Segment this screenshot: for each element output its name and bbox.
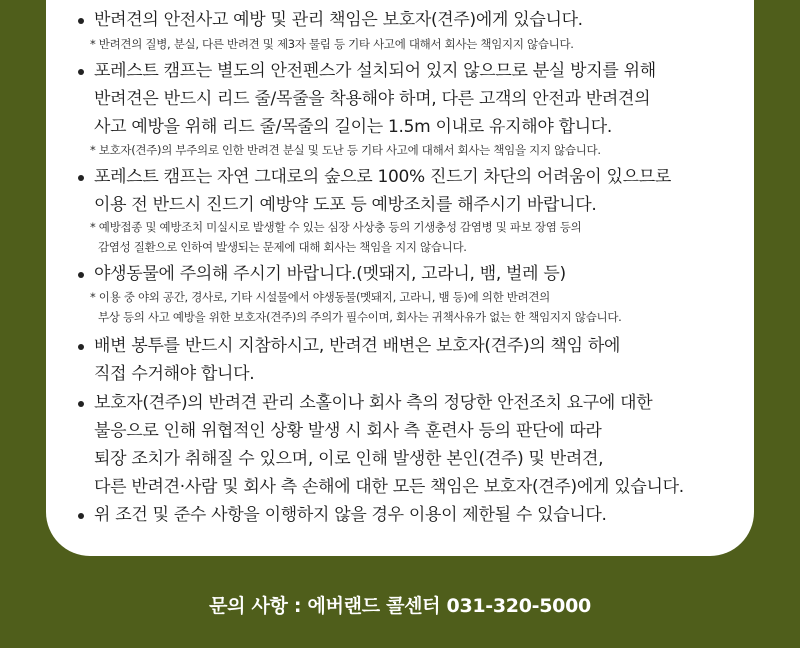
bullet-dot: [78, 18, 84, 24]
notice-text-line: 포레스트 캠프는 별도의 안전펜스가 설치되어 있지 않으므로 분실 방지를 위해: [94, 61, 656, 81]
notice-text-line: 이용 전 반드시 진드기 예방약 도포 등 예방조치를 해주시기 바랍니다.: [94, 195, 597, 215]
bullet-dot: [78, 272, 84, 278]
notice-note-line: * 보호자(견주)의 부주의로 인한 반려견 분실 및 도난 등 기타 사고에 대해서 회사는 책임을 지지 않습니다.: [90, 143, 601, 157]
notice-text-line: 위 조건 및 준수 사항을 이행하지 않을 경우 이용이 제한될 수 있습니다.: [94, 505, 607, 525]
notice-text-line: 반려견은 반드시 리드 줄/목줄을 착용해야 하며, 다른 고객의 안전과 반려견의: [94, 89, 651, 109]
contact-footer: 문의 사항 : 에버랜드 콜센터 031-320-5000: [209, 595, 591, 617]
bullet-dot: [78, 513, 84, 519]
notice-text-line: 배변 봉투를 반드시 지참하시고, 반려견 배변은 보호자(견주)의 책임 하에: [94, 336, 621, 356]
notice-text-line: 퇴장 조치가 취해질 수 있으며, 이로 인해 발생한 본인(견주) 및 반려견,: [94, 449, 604, 469]
notice-text-line: 야생동물에 주의해 주시기 바랍니다.(멧돼지, 고라니, 뱀, 벌레 등): [94, 264, 566, 284]
notice-note-line: * 이용 중 야외 공간, 경사로, 기타 시설물에서 야생동물(멧돼지, 고라니, 뱀 등)에 의한 반려견의: [90, 290, 550, 304]
notice-text-line: 포레스트 캠프는 자연 그대로의 숲으로 100% 진드기 차단의 어려움이 있으므로: [94, 167, 671, 187]
notice-text-line: 반려견의 안전사고 예방 및 관리 책임은 보호자(견주)에게 있습니다.: [94, 10, 583, 30]
bullet-dot: [78, 344, 84, 350]
notice-text-line: 직접 수거해야 합니다.: [94, 364, 255, 384]
notice-note-line: * 반려견의 질병, 분실, 다른 반려견 및 제3자 물림 등 기타 사고에 대해서 회사는 책임지지 않습니다.: [90, 37, 574, 51]
notice-text-line: 보호자(견주)의 반려견 관리 소홀이나 회사 측의 정당한 안전조치 요구에 대한: [94, 393, 653, 413]
notice-note-line: 부상 등의 사고 예방을 위한 보호자(견주)의 주의가 필수이며, 회사는 귀책사유가 없는 한 책임지지 않습니다.: [98, 310, 622, 324]
notice-text-line: 사고 예방을 위해 리드 줄/목줄의 길이는 1.5m 이내로 유지해야 합니다.: [94, 117, 613, 137]
notice-text-line: 불응으로 인해 위협적인 상황 발생 시 회사 측 훈련사 등의 판단에 따라: [94, 421, 602, 441]
notice-note-line: 감염성 질환으로 인하여 발생되는 문제에 대해 회사는 책임을 지지 않습니다.: [98, 240, 467, 254]
bullet-dot: [78, 69, 84, 75]
notice-note-line: * 예방접종 및 예방조치 미실시로 발생할 수 있는 심장 사상충 등의 기생충성 감염병 및 파보 장염 등의: [90, 220, 582, 234]
bullet-dot: [78, 401, 84, 407]
bullet-dot: [78, 175, 84, 181]
notice-text-line: 다른 반려견·사람 및 회사 측 손해에 대한 모든 책임은 보호자(견주)에게 있습니다.: [94, 477, 684, 497]
